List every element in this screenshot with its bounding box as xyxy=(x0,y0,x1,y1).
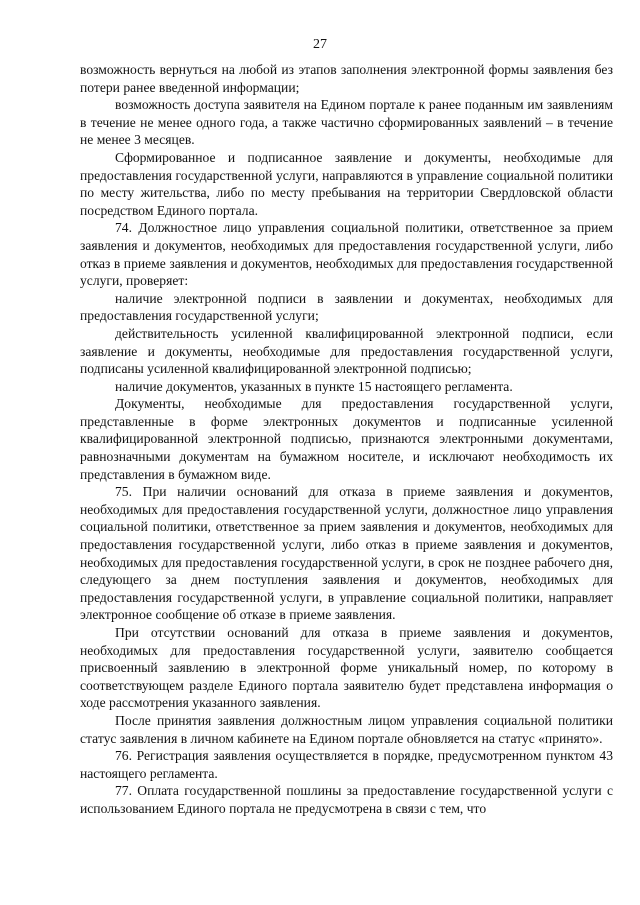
paragraph: возможность вернуться на любой из этапов заполнения электронной формы заявления без потери ранее введенной информации; xyxy=(80,62,613,95)
paragraph: наличие документов, указанных в пункте 15 настоящего регламента. xyxy=(115,378,513,394)
paragraph: После принятия заявления должностным лицом управления социальной политики статус заявления в личном кабинете на Едином портале обновляется на статус «принято». xyxy=(80,712,613,746)
paragraph: наличие электронной подписи в заявлении и документах, необходимых для предоставления государственной услуги; xyxy=(80,290,613,324)
paragraph: действительность усиленной квалифицированной электронной подписи, если заявление и документы, необходимые для предоставления государственной услуги, подписаны усиленной квалифицированной электронной подписью; xyxy=(80,325,613,377)
paragraph: возможность доступа заявителя на Едином портале к ранее поданным им заявлениям в течение не менее одного года, а также частично сформированных заявлений – в течение не менее 3 месяцев. xyxy=(80,97,613,148)
paragraph: 77. Оплата государственной пошлины за предоставление государственной услуги с использованием Единого портала не предусмотрена в связи с тем, что xyxy=(80,783,613,816)
paragraph: 74. Должностное лицо управления социальной политики, ответственное за прием заявления и документов, необходимых для предоставления государственной услуги, либо отказ в приеме заявления и документов, необходимых для предоставления государственной услуги, проверяет: xyxy=(80,220,613,289)
paragraph: При отсутствии оснований для отказа в приеме заявления и документов, необходимых для предоставления государственной услуги, заявителю сообщается присвоенный заявлению в электронной форме уникальный номер, по которому в соответствующем разделе Единого портала заявителю будет представлена информация о ходе рассмотрения указанного заявления. xyxy=(80,625,613,711)
paragraph: Сформированное и подписанное заявление и документы, необходимые для предоставления государственной услуги, направляются в управление социальной политики по месту жительства, либо по месту пребывания на территории Свердловской области посредством Единого портала. xyxy=(80,149,613,218)
page-number: 27 xyxy=(313,37,327,52)
document-body xyxy=(80,61,613,818)
paragraph: Документы, необходимые для предоставления государственной услуги, представленные в форме электронных документов и подписанные усиленной квалифицированной электронной подписью, признаются электронными документами, равнозначными документам на бумажном носителе, и исключают необходимость их представления в бумажном виде. xyxy=(80,396,613,482)
paragraph: 76. Регистрация заявления осуществляется в порядке, предусмотренном пунктом 43 настоящего регламента. xyxy=(80,748,613,781)
paragraph: 75. При наличии оснований для отказа в приеме заявления и документов, необходимых для предоставления государственной услуги, должностное лицо управления социальной политики, ответственное за прием заявления и документов, необходимых для предоставления государственной услуги, либо отказ в приеме заявления и документов, необходимых для предоставления государственной услуги, в срок не позднее рабочего дня, следующего за днем поступления заявления и документов, необходимых для предоставления государственной услуги, в управление социальной политики, направляет электронное сообщение об отказе в приеме заявления. xyxy=(80,484,613,623)
